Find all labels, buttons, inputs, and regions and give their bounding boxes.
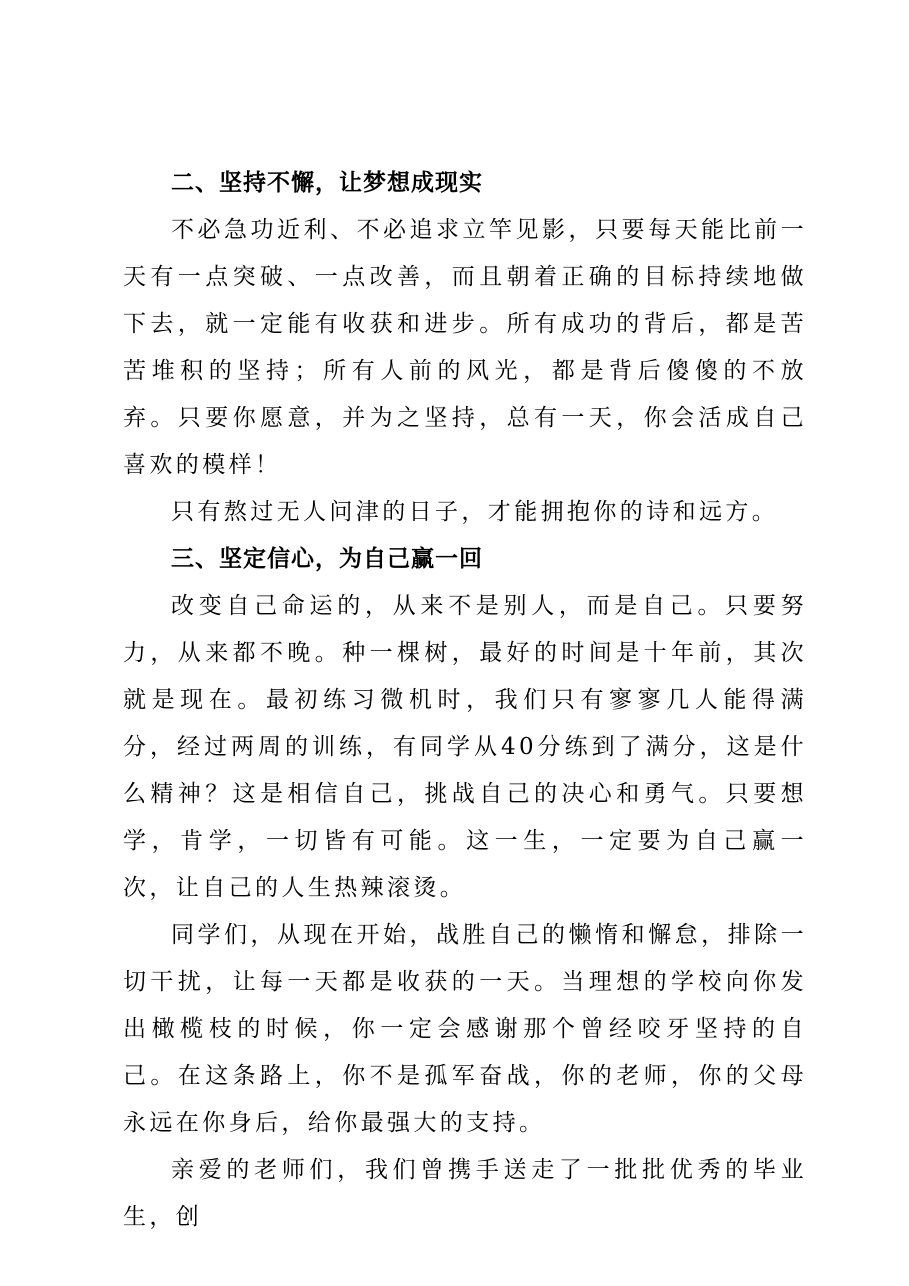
paragraph-3: 改变自己命运的，从来不是别人，而是自己。只要努力，从来都不晚。种一棵树，最好的时间是十年前，其次就是现在。最初练习微机时，我们只有寥寥几人能得满分，经过两周的训练，有同学从40分练到了满分，这是什么精神？这是相信自己，挑战自己的决心和勇气。只要想学，肯学，一切皆有可能。这一生，一定要为自己赢一次，让自己的人生热辣滚烫。 <box>123 593 807 901</box>
paragraph-1: 不必急功近利、不必追求立竿见影，只要每天能比前一天有一点突破、一点改善，而且朝着正确的目标持续地做下去，就一定能有收获和进步。所有成功的背后，都是苦苦堆积的坚持；所有人前的风光，都是背后傻傻的不放弃。只要你愿意，并为之坚持，总有一天，你会活成自己喜欢的模样！ <box>123 217 807 478</box>
section-heading-2: 二、坚持不懈，让梦想成现实 <box>171 170 483 196</box>
paragraph-2: 只有熬过无人问津的日子，才能拥抱你的诗和远方。 <box>171 499 779 525</box>
document-body <box>123 160 807 1241</box>
paragraph-4: 同学们，从现在开始，战胜自己的懒惰和懈怠，排除一切干扰，让每一天都是收获的一天。当理想的学校向你发出橄榄枝的时候，你一定会感谢那个曾经咬牙坚持的自己。在这条路上，你不是孤军奋战，你的老师，你的父母永远在你身后，给你最强大的支持。 <box>123 922 807 1136</box>
paragraph-5: 亲爱的老师们，我们曾携手送走了一批批优秀的毕业生，创 <box>123 1157 807 1230</box>
section-heading-3: 三、坚定信心，为自己赢一回 <box>171 546 483 572</box>
